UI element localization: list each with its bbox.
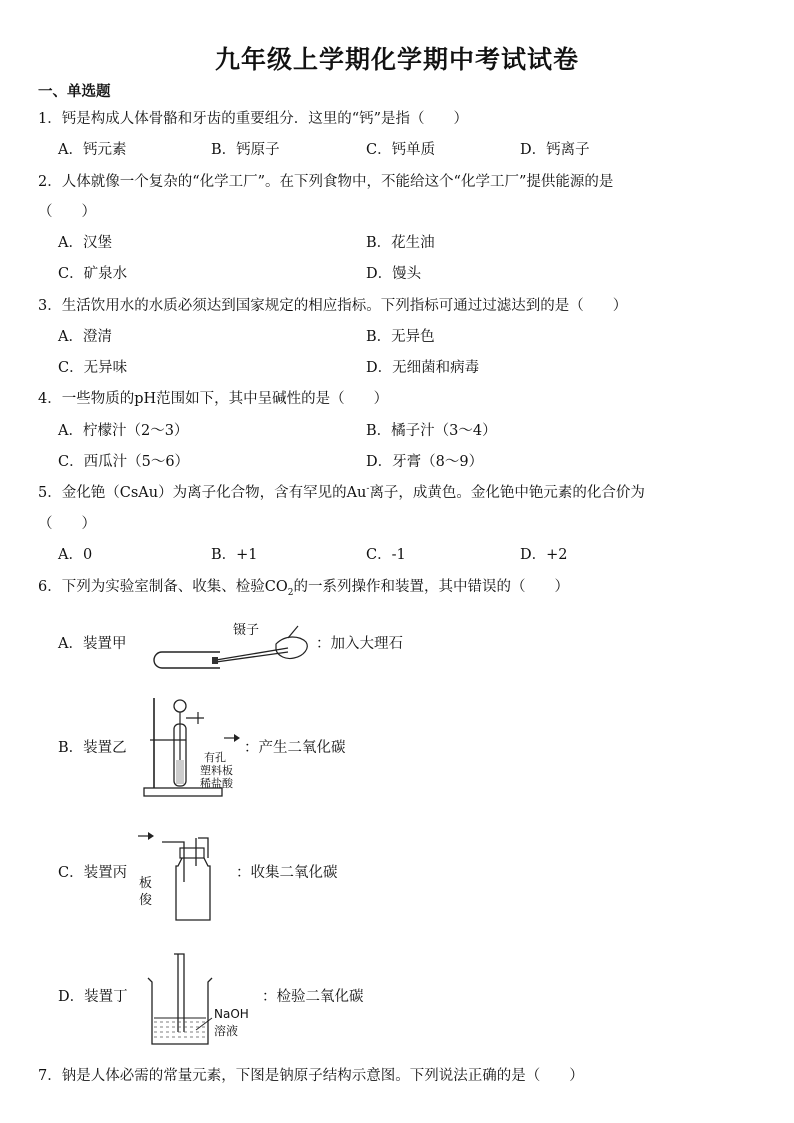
q3-option-b: B．无异色 (366, 329, 435, 345)
question-3-stem: 3．生活饮用水的水质必须达到国家规定的相应指标。下列指标可通过过滤达到的是（ ） (38, 298, 628, 314)
q3-option-a: A．澄清 (58, 329, 112, 345)
q5-option-c: C．-1 (366, 547, 406, 563)
q4-option-a: A．柠檬汁（2～3） (58, 423, 189, 439)
solution-label: 溶液 (214, 1024, 239, 1038)
plastic-plate-label: 塑料板 (200, 764, 233, 777)
perforated-label: 有孔 (204, 751, 226, 764)
question-4-stem: 4．一些物质的pH范围如下，其中呈碱性的是（ ） (38, 391, 389, 407)
q1-option-a: A．钙元素 (58, 142, 127, 158)
q1-option-d: D．钙离子 (520, 142, 590, 158)
q5-option-a: A．0 (58, 547, 93, 563)
q6-option-d-desc: ：检验二氧化碳 (262, 989, 364, 1005)
section-heading: 一、单选题 (38, 84, 111, 100)
page-title: 九年级上学期化学期中考试试卷 (214, 45, 579, 74)
q4-option-d: D．牙膏（8～9） (366, 454, 484, 470)
q6-option-a-label: A．装置甲 (58, 636, 127, 652)
q3-option-d: D．无细菌和病毒 (366, 360, 480, 376)
question-1-stem: 1．钙是构成人体骨骼和牙齿的重要组分．这里的“钙”是指（ ） (38, 111, 469, 127)
q4-option-b: B．橘子汁（3～4） (366, 423, 497, 439)
bottle-note-1: 板 (139, 876, 153, 891)
apparatus-d-beaker-figure (140, 950, 220, 1048)
q3-option-c: C．无异味 (58, 360, 128, 376)
q2-option-b: B．花生油 (366, 235, 435, 251)
q6-option-b-desc: ：产生二氧化碳 (244, 740, 346, 756)
question-5-stem: 5．金化铯（CsAu）为离子化合物，含有罕见的Au-离子，成黄色。金化铯中铯元素的化合价为 (38, 484, 645, 501)
q6-option-d-label: D．装置丁 (58, 989, 128, 1005)
q5-option-b: B．+1 (211, 547, 258, 563)
q6-option-c-label: C．装置丙 (58, 865, 128, 881)
question-2-stem-cont: （ ） (38, 204, 96, 220)
question-2-stem: 2．人体就像一个复杂的“化学工厂”。在下列食物中，不能给这个“化学工厂”提供能源的是 (38, 174, 614, 190)
q2-option-a: A．汉堡 (58, 235, 112, 251)
q5-option-d: D．+2 (520, 547, 568, 563)
question-5-stem-cont: （ ） (38, 516, 96, 532)
q1-option-b: B．钙原子 (211, 142, 280, 158)
q4-option-c: C．西瓜汁（5～6） (58, 454, 190, 470)
q6-option-c-desc: ：收集二氧化碳 (236, 865, 338, 881)
q6-option-a-desc: ：加入大理石 (316, 636, 403, 652)
q2-option-c: C．矿泉水 (58, 266, 128, 282)
tweezers-label: 镊子 (233, 623, 260, 638)
dilute-hcl-label: 稀盐酸 (200, 777, 233, 790)
naoh-label: NaOH (214, 1007, 249, 1021)
question-6-stem: 6．下列为实验室制备、收集、检验$CO_2$的一系列操作和装置，其中错误的（ ） (38, 579, 569, 598)
bottle-note-2: 俊 (139, 893, 153, 908)
question-7-stem: 7．钠是人体必需的常量元素，下图是钠原子结构示意图。下列说法正确的是（ ） (38, 1068, 584, 1084)
q2-option-d: D．馒头 (366, 266, 422, 282)
q6-option-b-label: B．装置乙 (58, 740, 127, 756)
q1-option-c: C．钙单质 (366, 142, 436, 158)
